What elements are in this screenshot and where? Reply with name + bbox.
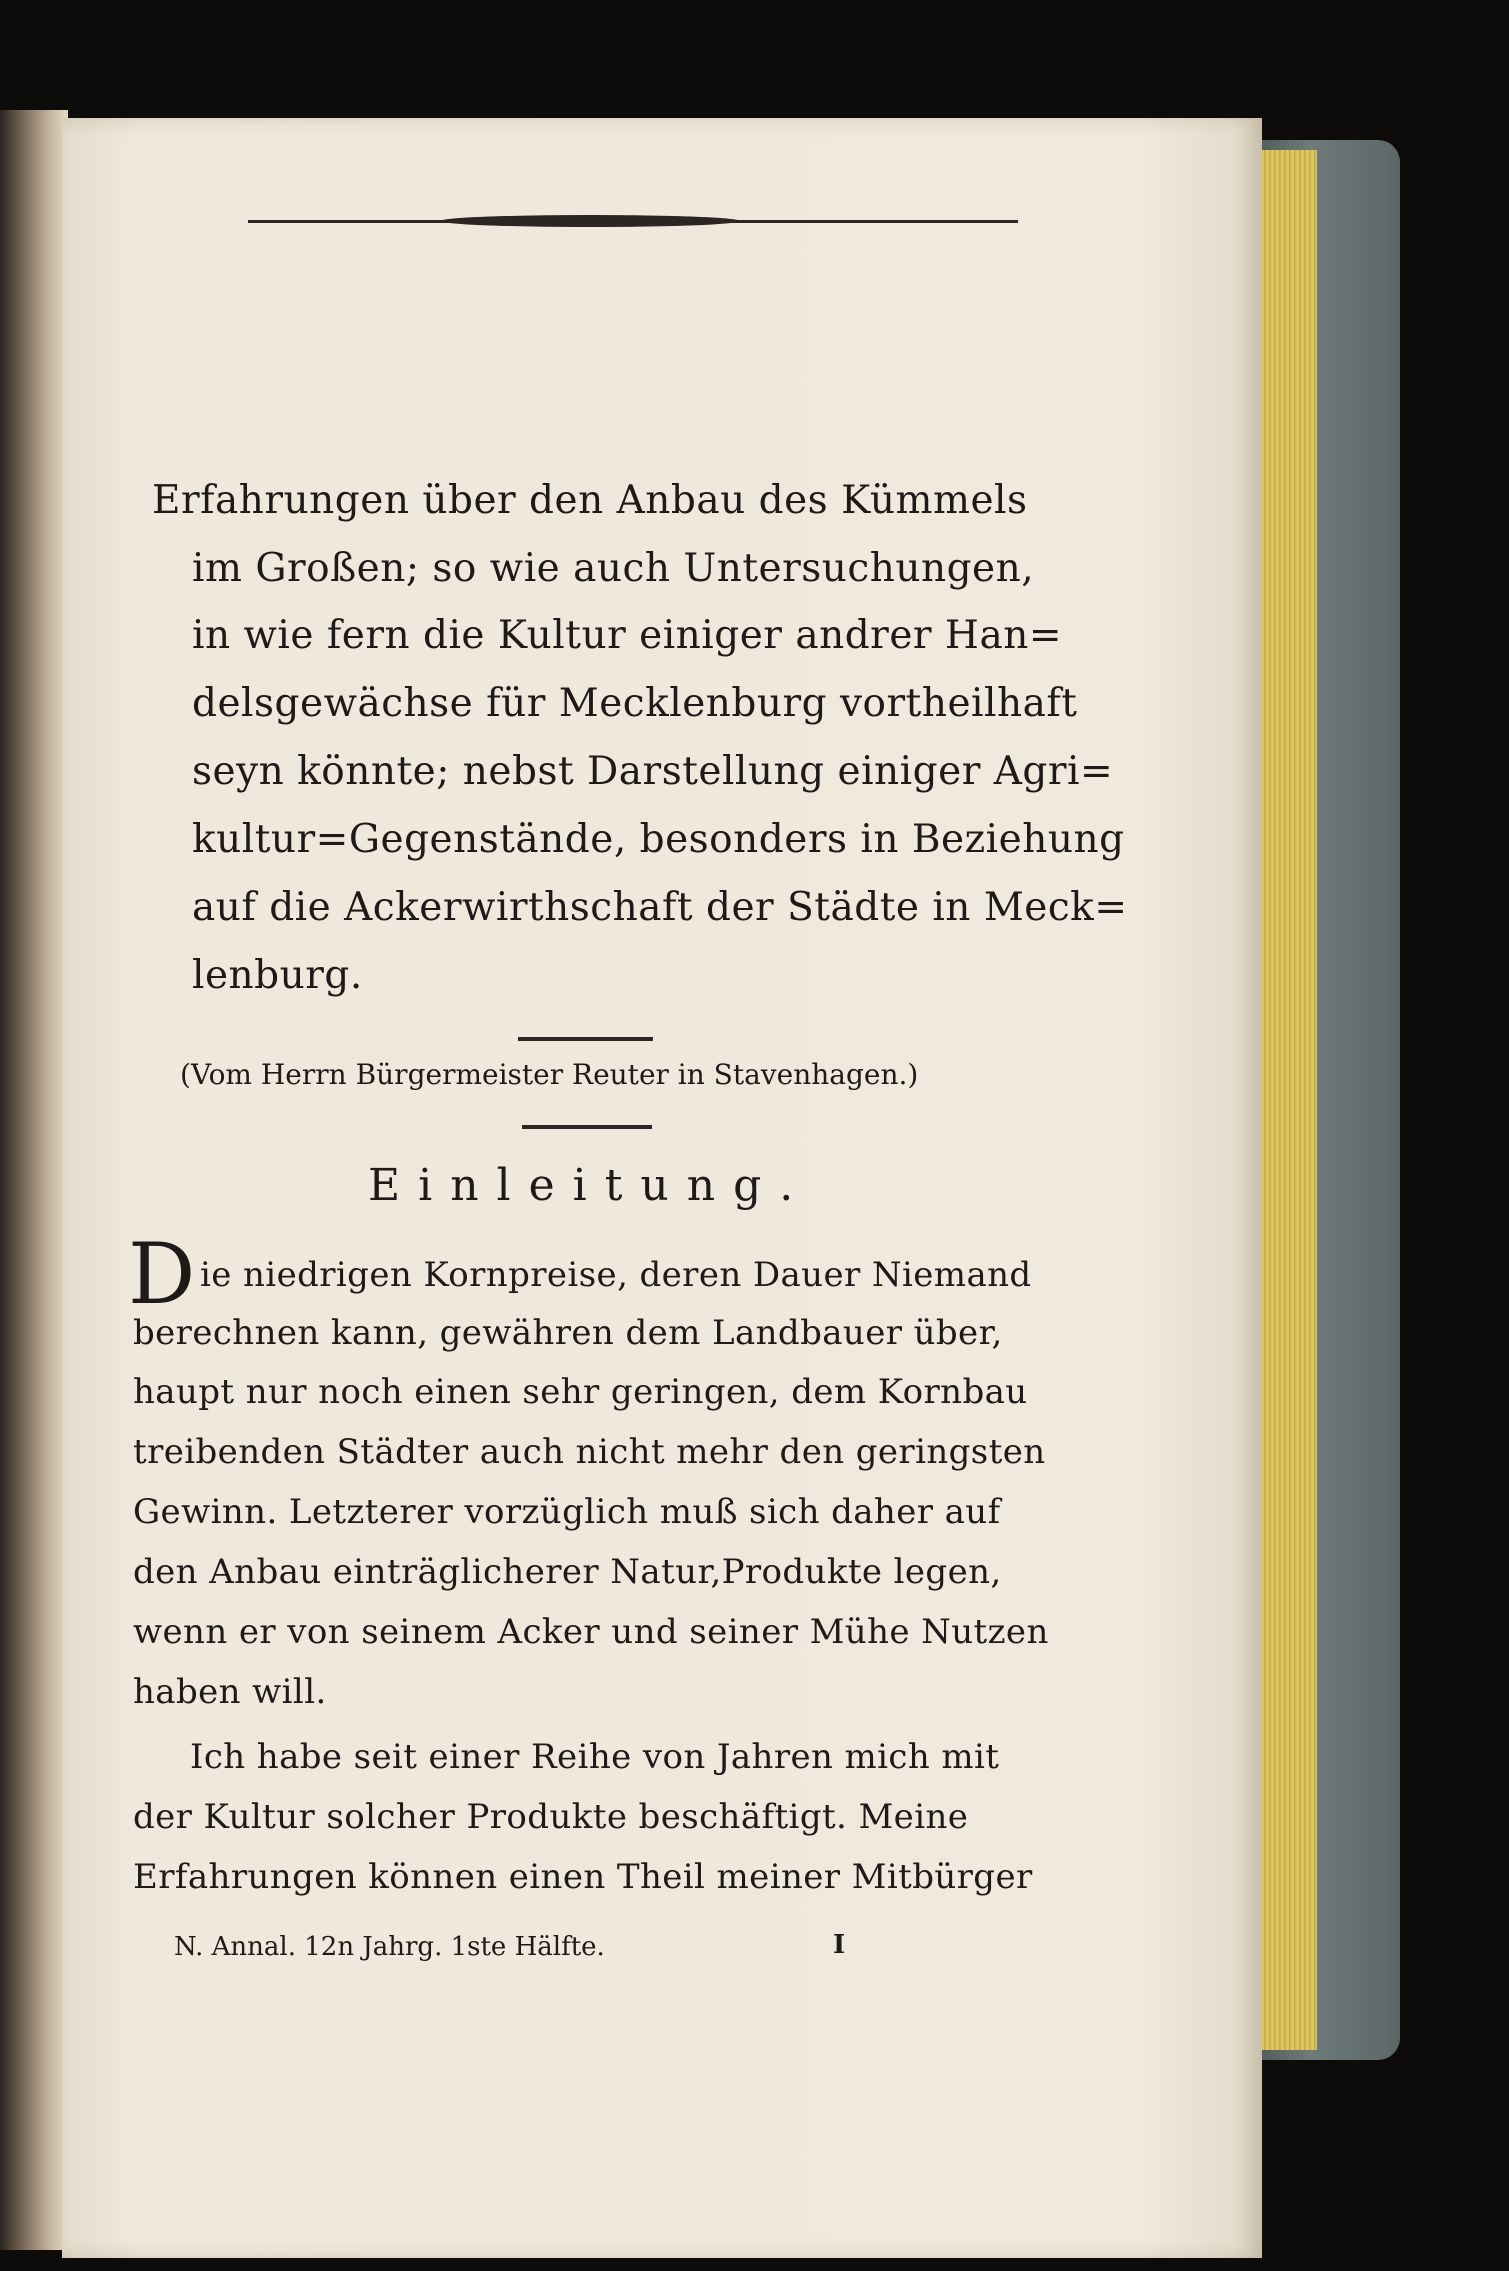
body-line-6: den Anbau einträglicherer Natur,Produkte legen, bbox=[133, 1552, 1002, 1592]
body-line-4: treibenden Städter auch nicht mehr den geringsten bbox=[133, 1432, 1046, 1472]
body-line-5: Gewinn. Letzterer vorzüglich muß sich daher auf bbox=[133, 1492, 1001, 1532]
title-line-1: Erfahrungen über den Anbau des Kümmels bbox=[152, 478, 1028, 523]
drop-cap: D bbox=[128, 1225, 196, 1323]
body-line-8: haben will. bbox=[133, 1672, 327, 1712]
byline-rule-top bbox=[518, 1037, 653, 1041]
left-page-edge bbox=[0, 110, 68, 2250]
sheet-number: I bbox=[833, 1930, 846, 1960]
body-line-7: wenn er von seinem Acker und seiner Mühe Nutzen bbox=[133, 1612, 1049, 1652]
title-line-3: in wie fern die Kultur einiger andrer Han= bbox=[192, 613, 1062, 658]
top-ornamental-rule-center bbox=[440, 215, 740, 227]
body-line-1: ie niedrigen Kornpreise, deren Dauer Niemand bbox=[200, 1255, 1032, 1295]
body-line-9: Ich habe seit einer Reihe von Jahren mich mit bbox=[190, 1737, 1000, 1777]
title-line-6: kultur=Gegenstände, besonders in Beziehung bbox=[192, 817, 1125, 862]
title-line-7: auf die Ackerwirthschaft der Städte in Meck= bbox=[192, 885, 1128, 930]
title-line-5: seyn könnte; nebst Darstellung einiger Agri= bbox=[192, 749, 1114, 794]
body-line-10: der Kultur solcher Produkte beschäftigt. Meine bbox=[133, 1797, 969, 1837]
title-line-2: im Großen; so wie auch Untersuchungen, bbox=[192, 546, 1035, 591]
byline-rule-bottom bbox=[522, 1125, 652, 1129]
section-heading: Einleitung. bbox=[368, 1160, 812, 1211]
byline: (Vom Herrn Bürgermeister Reuter in Stavenhagen.) bbox=[180, 1058, 919, 1091]
body-line-2: berechnen kann, gewähren dem Landbauer über, bbox=[133, 1313, 1003, 1353]
body-line-11: Erfahrungen können einen Theil meiner Mitbürger bbox=[133, 1857, 1033, 1897]
gilded-page-edges bbox=[1255, 150, 1317, 2050]
signature-line: N. Annal. 12n Jahrg. 1ste Hälfte. bbox=[174, 1932, 605, 1962]
title-line-8: lenburg. bbox=[192, 953, 363, 998]
title-line-4: delsgewächse für Mecklenburg vortheilhaft bbox=[192, 681, 1078, 726]
body-line-3: haupt nur noch einen sehr geringen, dem Kornbau bbox=[133, 1372, 1028, 1412]
